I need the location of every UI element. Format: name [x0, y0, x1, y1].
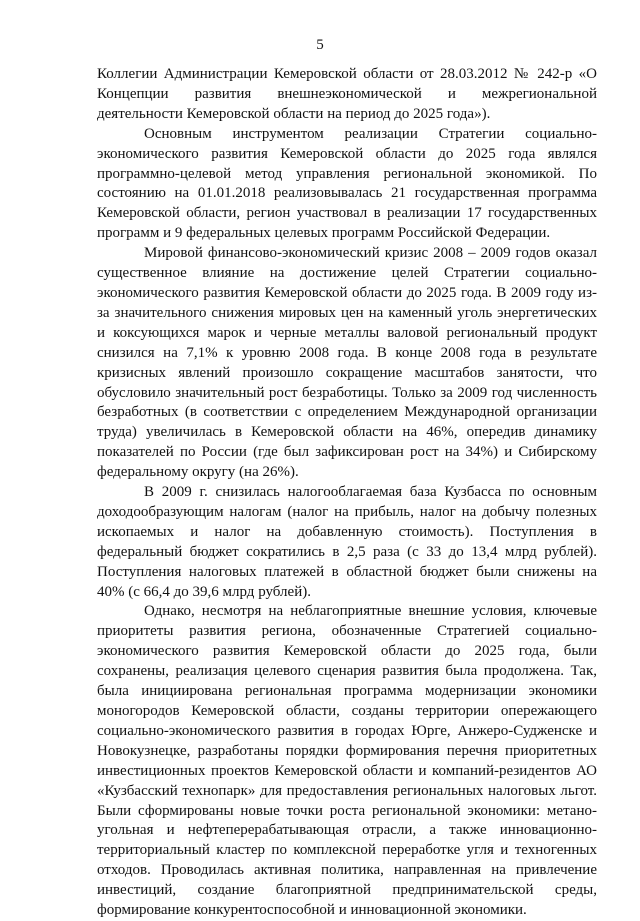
- page-number: 5: [316, 37, 324, 53]
- paragraph-priorities: Однако, несмотря на неблагоприятные внешние условия, ключевые приоритеты развития региона, обозначенные Стратегией социально-экономического развития Кемеровской области до 2025 года, были сохранены, реализация целевого сценария развития была продолжена. Так, была инициирована региональная программа модернизации экономики моногородов Кемеровской области, созданы территории опережающего социально-экономического развития в городах Юрге, Анжеро-Судженске и Новокузнецке, разработаны порядки формирования перечня приоритетных инвестиционных проектов Кемеровской области и компаний-резидентов АО «Кузбасский технопарк» для предоставления региональных налоговых льгот. Были сформированы новые точки роста региональной экономики: метано-угольная и нефтеперерабатывающая отрасли, а также инновационно-территориальный кластер по комплексной переработке угля и техногенных отходов. Проводилась активная политика, направленная на привлечение инвестиций, создание благоприятной предпринимательской среды, формирование конкурентоспособной и инновационной экономики.: [97, 603, 597, 919]
- document-body: [97, 65, 597, 921]
- paragraph-crisis: Мировой финансово-экономический кризис 2008 – 2009 годов оказал существенное влияние на достижение целей Стратегии социально-экономического развития Кемеровской области до 2025 года. В 2009 году из-за значительного снижения мировых цен на каменный уголь энергетических и коксующихся марок и черные металлы валовой региональный продукт снизился на 7,1% к уровню 2008 года. В конце 2008 года в результате кризисных явлений произошло сокращение масштабов занятости, что обусловило значительный рост безработицы. Только за 2009 год численность безработных (в соответствии с определением Международной организации труда) увеличилась в Кемеровской области на 46%, опередив динамику показателей по России (где был зафиксирован рост на 34%) и Сибирскому федеральному округу (на 26%).: [97, 245, 597, 481]
- paragraph-tax-base: В 2009 г. снизилась налогооблагаемая база Кузбасса по основным доходообразующим налогам (налог на прибыль, налог на добычу полезных ископаемых и налог на добавленную стоимость). Поступления в федеральный бюджет сократились в 2,5 раза (с 33 до 13,4 млрд рублей). Поступления налоговых платежей в областной бюджет были снижены на 40% (с 66,4 до 39,6 млрд рублей).: [97, 484, 597, 600]
- paragraph-program-method: Основным инструментом реализации Стратегии социально-экономического развития Кемеровской области до 2025 года являлся программно-целевой метод управления региональной экономикой. По состоянию на 01.01.2018 реализовывалась 21 государственная программа Кемеровской области, регион участвовал в реализации 17 государственных программ и 9 федеральных целевых программ Российской Федерации.: [97, 125, 597, 242]
- paragraph-continuation: Коллегии Администрации Кемеровской области от 28.03.2012 № 242-р «О Концепции развития внешнеэкономической и межрегиональной деятельности Кемеровской области на период до 2025 года»).: [97, 66, 597, 122]
